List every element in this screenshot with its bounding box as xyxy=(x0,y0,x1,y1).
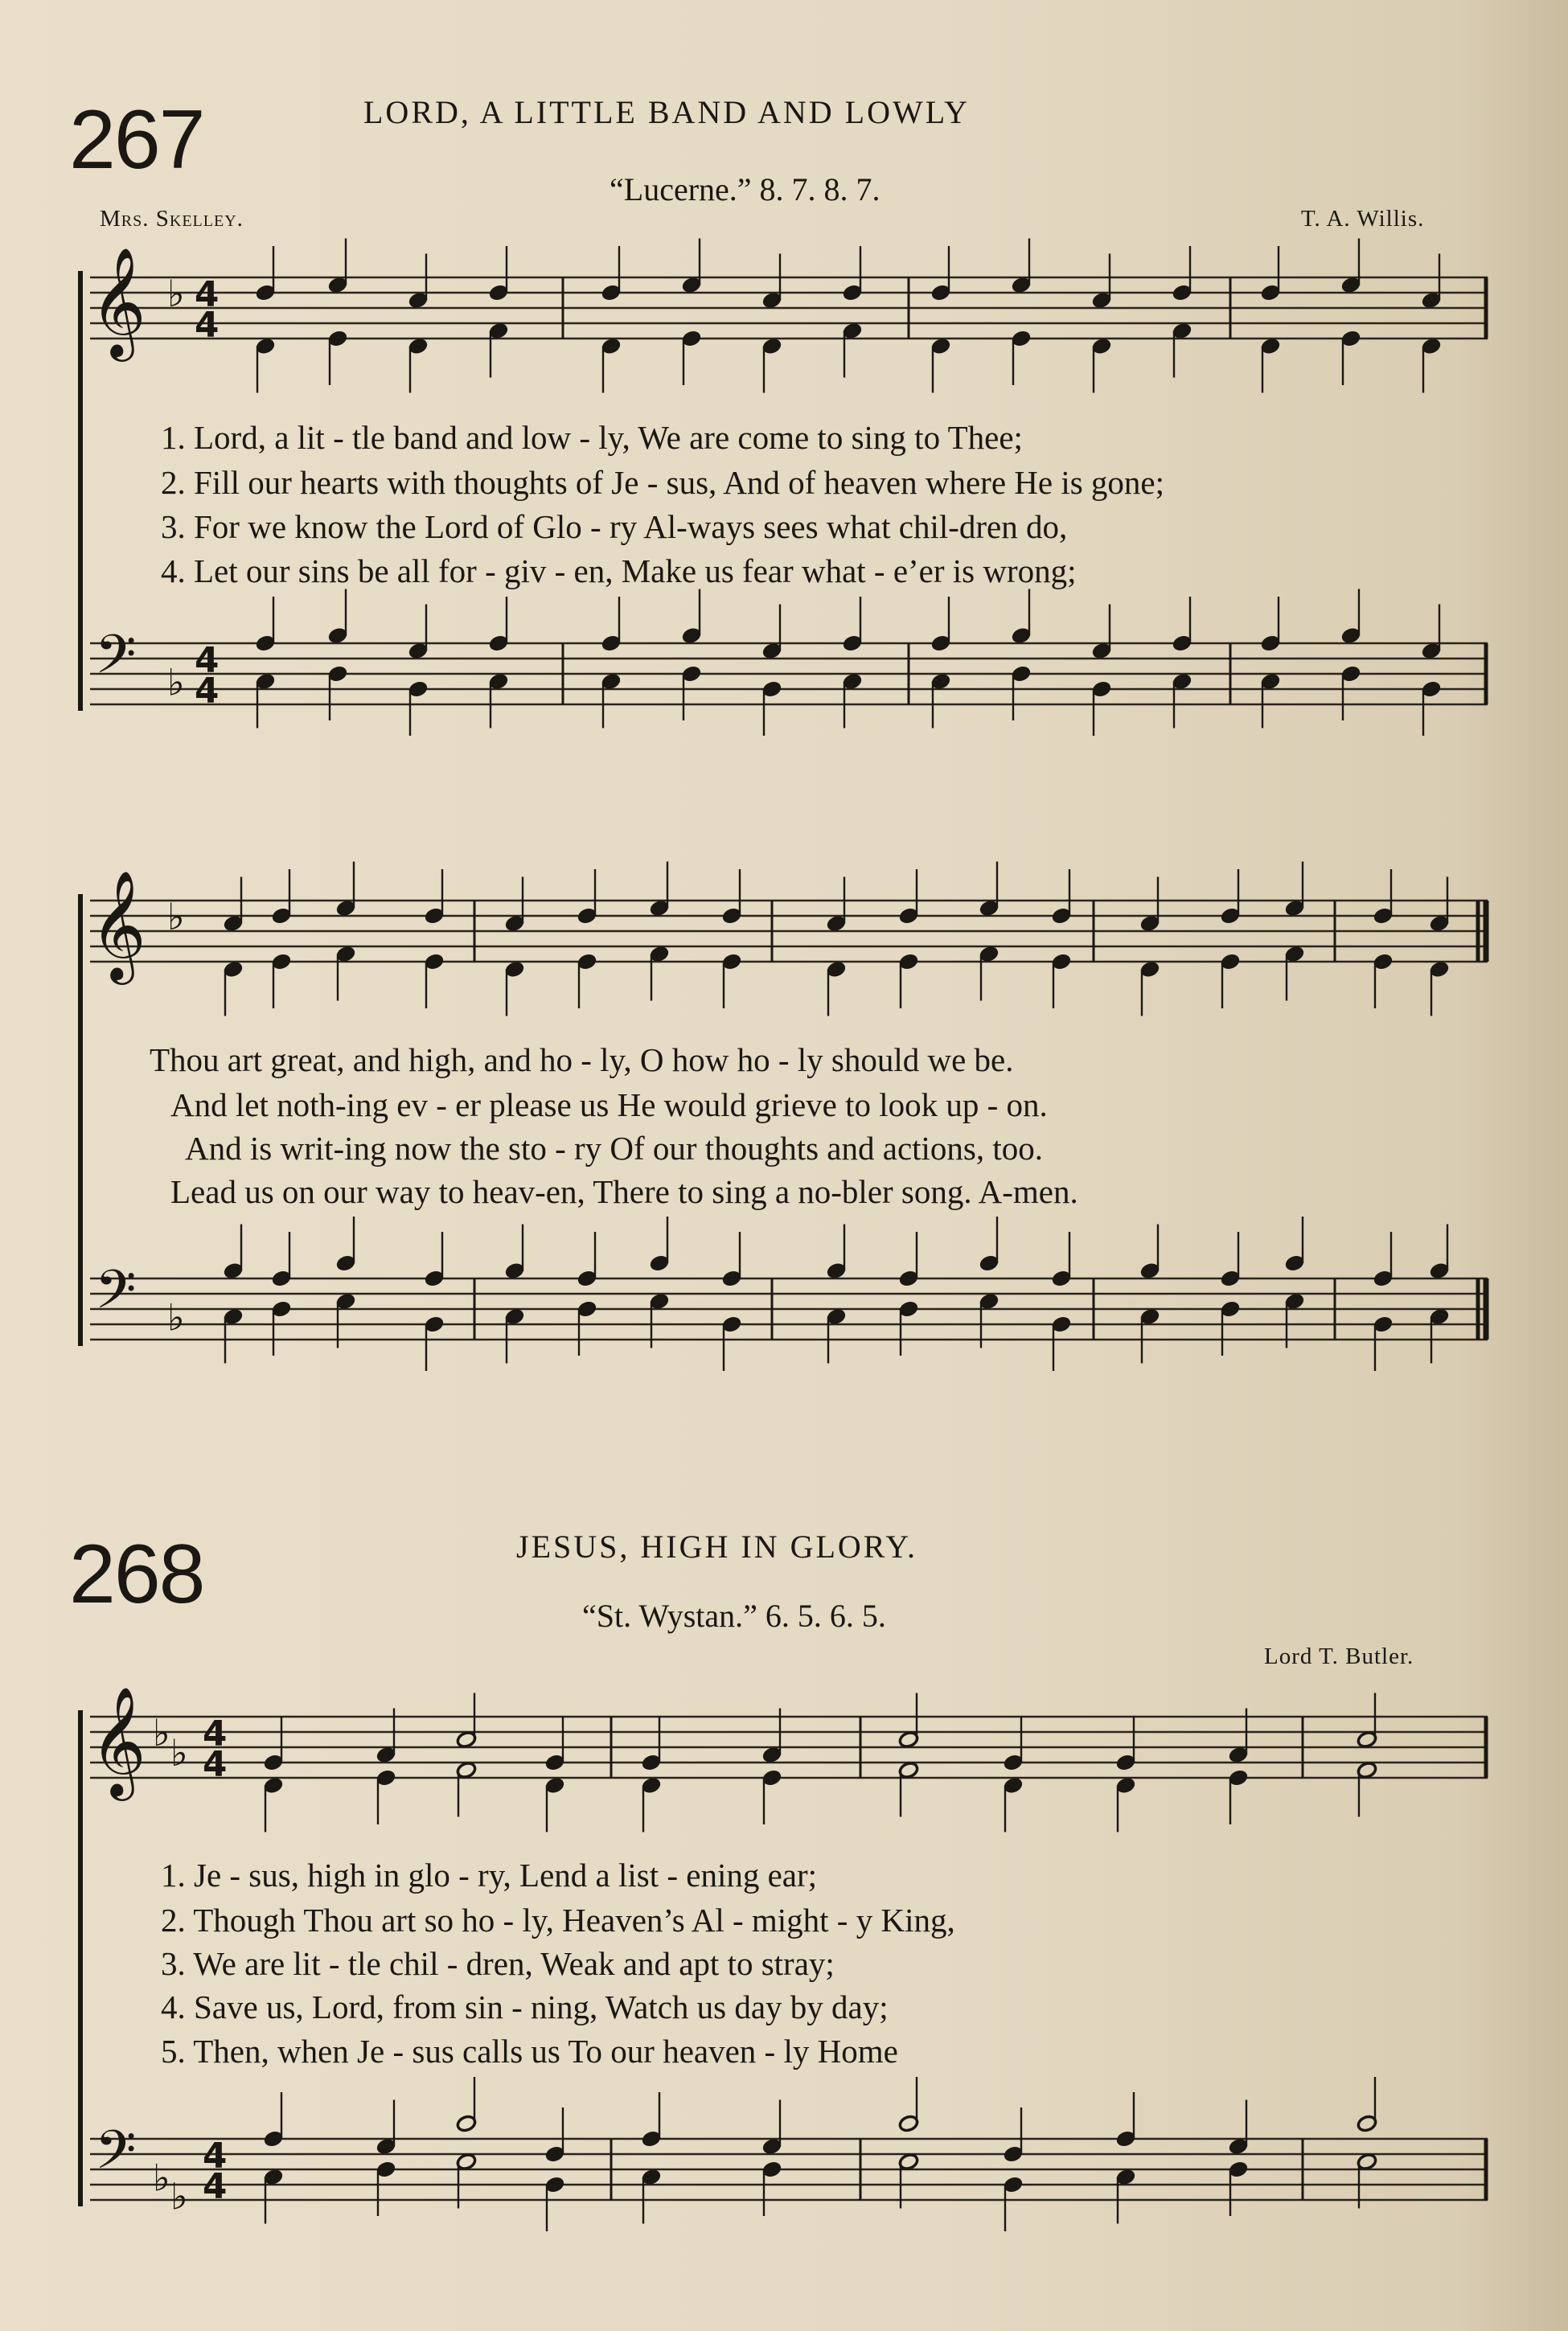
time-signature: 4 xyxy=(203,2166,228,2208)
lyric-line-267-1-v3: 3. For we know the Lord of Glo - ry Al-ways sees what chil-dren do, xyxy=(161,508,1068,545)
flat-sign-icon: ♭ xyxy=(170,1730,188,1775)
treble-clef-icon: 𝄞 xyxy=(90,869,146,980)
tune-name-267: “Lucerne.” 8. 7. 8. 7. xyxy=(610,171,880,207)
composer-credit-268: Lord T. Butler. xyxy=(1264,1644,1414,1669)
flat-sign-icon: ♭ xyxy=(167,1295,185,1340)
flat-sign-icon: ♭ xyxy=(153,2156,170,2200)
lyric-line-268-v1: 1. Je - sus, high in glo - ry, Lend a list - ening ear; xyxy=(161,1857,818,1894)
lyric-line-268-v3: 3. We are lit - tle chil - dren, Weak and apt to stray; xyxy=(161,1945,835,1982)
lyric-line-267-1-v1: 1. Lord, a lit - tle band and low - ly, We are come to sing to Thee; xyxy=(161,419,1023,456)
time-signature: 4 xyxy=(195,671,220,712)
composer-credit-267: T. A. Willis. xyxy=(1301,206,1425,232)
lyric-line-267-2-v4: Lead us on our way to heav-en, There to sing a no-bler song. A-men. xyxy=(170,1173,1078,1210)
flat-sign-icon: ♭ xyxy=(153,1711,170,1755)
lyric-line-268-v2: 2. Though Thou art so ho - ly, Heaven’s Al - might - y King, xyxy=(161,1902,955,1939)
hymn-number-267: 267 xyxy=(69,93,204,187)
time-signature: 4 xyxy=(195,274,220,316)
time-signature: 4 xyxy=(195,305,220,347)
lyric-line-267-2-v3: And is writ-ing now the sto - ry Of our thoughts and actions, too. xyxy=(185,1130,1044,1167)
lyric-line-267-1-v4: 4. Let our sins be all for - giv - en, Make us fear what - e’er is wrong; xyxy=(161,552,1077,589)
lyric-line-267-2-v2: And let noth-ing ev - er please us He would grieve to look up - on. xyxy=(170,1086,1048,1123)
bass-clef-icon: 𝄢 xyxy=(95,2119,137,2194)
flat-sign-icon: ♭ xyxy=(170,2174,188,2218)
lyric-line-267-2-v1: Thou art great, and high, and ho - ly, O how ho - ly should we be. xyxy=(150,1041,1014,1078)
lyric-line-267-1-v2: 2. Fill our hearts with thoughts of Je - sus, And of heaven where He is gone; xyxy=(161,464,1165,501)
treble-clef-icon: 𝄞 xyxy=(90,246,146,357)
lyric-line-268-v4: 4. Save us, Lord, from sin - ning, Watch us day by day; xyxy=(161,1988,889,2025)
hymn-number-268: 268 xyxy=(69,1528,204,1621)
time-signature: 4 xyxy=(195,640,220,682)
flat-sign-icon: ♭ xyxy=(167,272,185,316)
hymn-title-268: JESUS, HIGH IN GLORY. xyxy=(516,1529,917,1565)
flat-sign-icon: ♭ xyxy=(167,660,185,704)
flat-sign-icon: ♭ xyxy=(167,895,185,939)
time-signature: 4 xyxy=(203,1744,228,1786)
time-signature: 4 xyxy=(203,2136,228,2177)
author-credit-267: Mrs. Skelley. xyxy=(100,206,244,232)
bass-clef-icon: 𝄢 xyxy=(95,1258,137,1334)
time-signature: 4 xyxy=(203,1713,228,1755)
hymn-title-267: LORD, A LITTLE BAND AND LOWLY xyxy=(363,94,971,130)
lyric-line-268-v5: 5. Then, when Je - sus calls us To our heaven - ly Home xyxy=(161,2033,898,2070)
treble-clef-icon: 𝄞 xyxy=(90,1685,146,1796)
tune-name-268: “St. Wystan.” 6. 5. 6. 5. xyxy=(582,1598,886,1634)
bass-clef-icon: 𝄢 xyxy=(95,623,137,699)
